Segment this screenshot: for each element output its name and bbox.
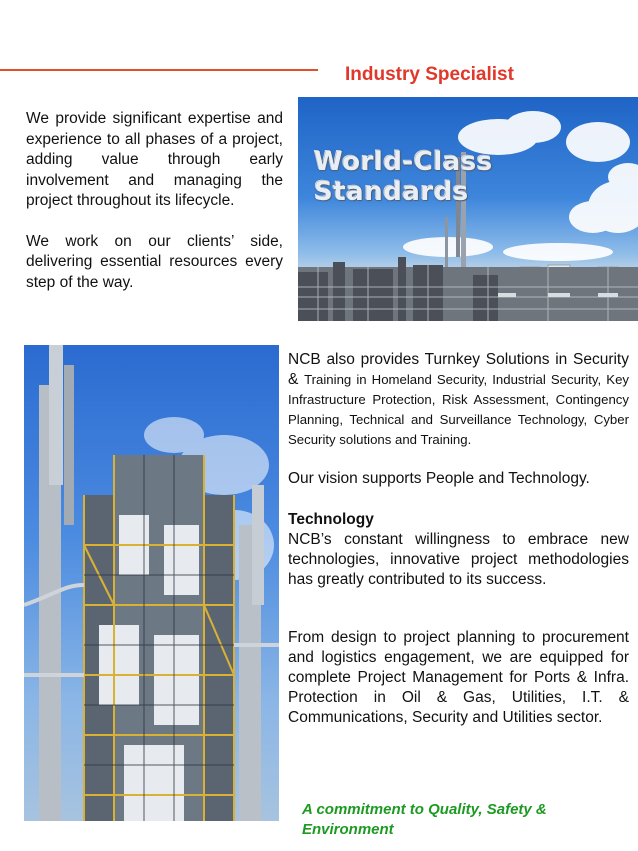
intro-paragraph-1: We provide significant expertise and experience to all phases of a project, adding value through early involvement and managing the project throughout its lifecycle.: [26, 110, 283, 209]
header-divider-line: [0, 69, 318, 71]
intro-paragraph-2: We work on our clients’ side, delivering essential resources every step of the way.: [26, 232, 283, 291]
technology-paragraph: NCB’s constant willingness to embrace new technologies, innovative project methodologies has greatly contributed to its success.: [288, 531, 629, 588]
refinery-tower-image: [24, 345, 279, 821]
vision-statement: Our vision supports People and Technology.: [288, 470, 590, 487]
intro-text: [26, 109, 283, 293]
image-caption-line-1: World-Class: [314, 147, 493, 177]
solutions-paragraph: [288, 350, 629, 450]
image-caption-line-2: Standards: [314, 177, 469, 207]
refinery-skyline-image: [298, 97, 638, 321]
commitment-tagline: A commitment to Quality, Safety & Environment: [302, 801, 547, 838]
technology-heading: Technology: [288, 511, 374, 528]
project-management-paragraph: From design to project planning to procurement and logistics engagement, we are equipped for complete Project Management for Ports & Infra. Protection in Oil & Gas, Utilities, I.T. & Communications, Security and Utilities sector.: [288, 629, 629, 726]
page-heading: Industry Specialist: [345, 64, 514, 85]
solutions-detail: Training in Homeland Security, Industrial Security, Key Infrastructure Protection, Risk Assessment, Contingency Planning, Technical and Surveillance Technology, Cyber Security solutions and Training.: [288, 372, 629, 447]
solutions-lead: NCB also provides Turnkey Solutions in Security &: [288, 351, 629, 388]
